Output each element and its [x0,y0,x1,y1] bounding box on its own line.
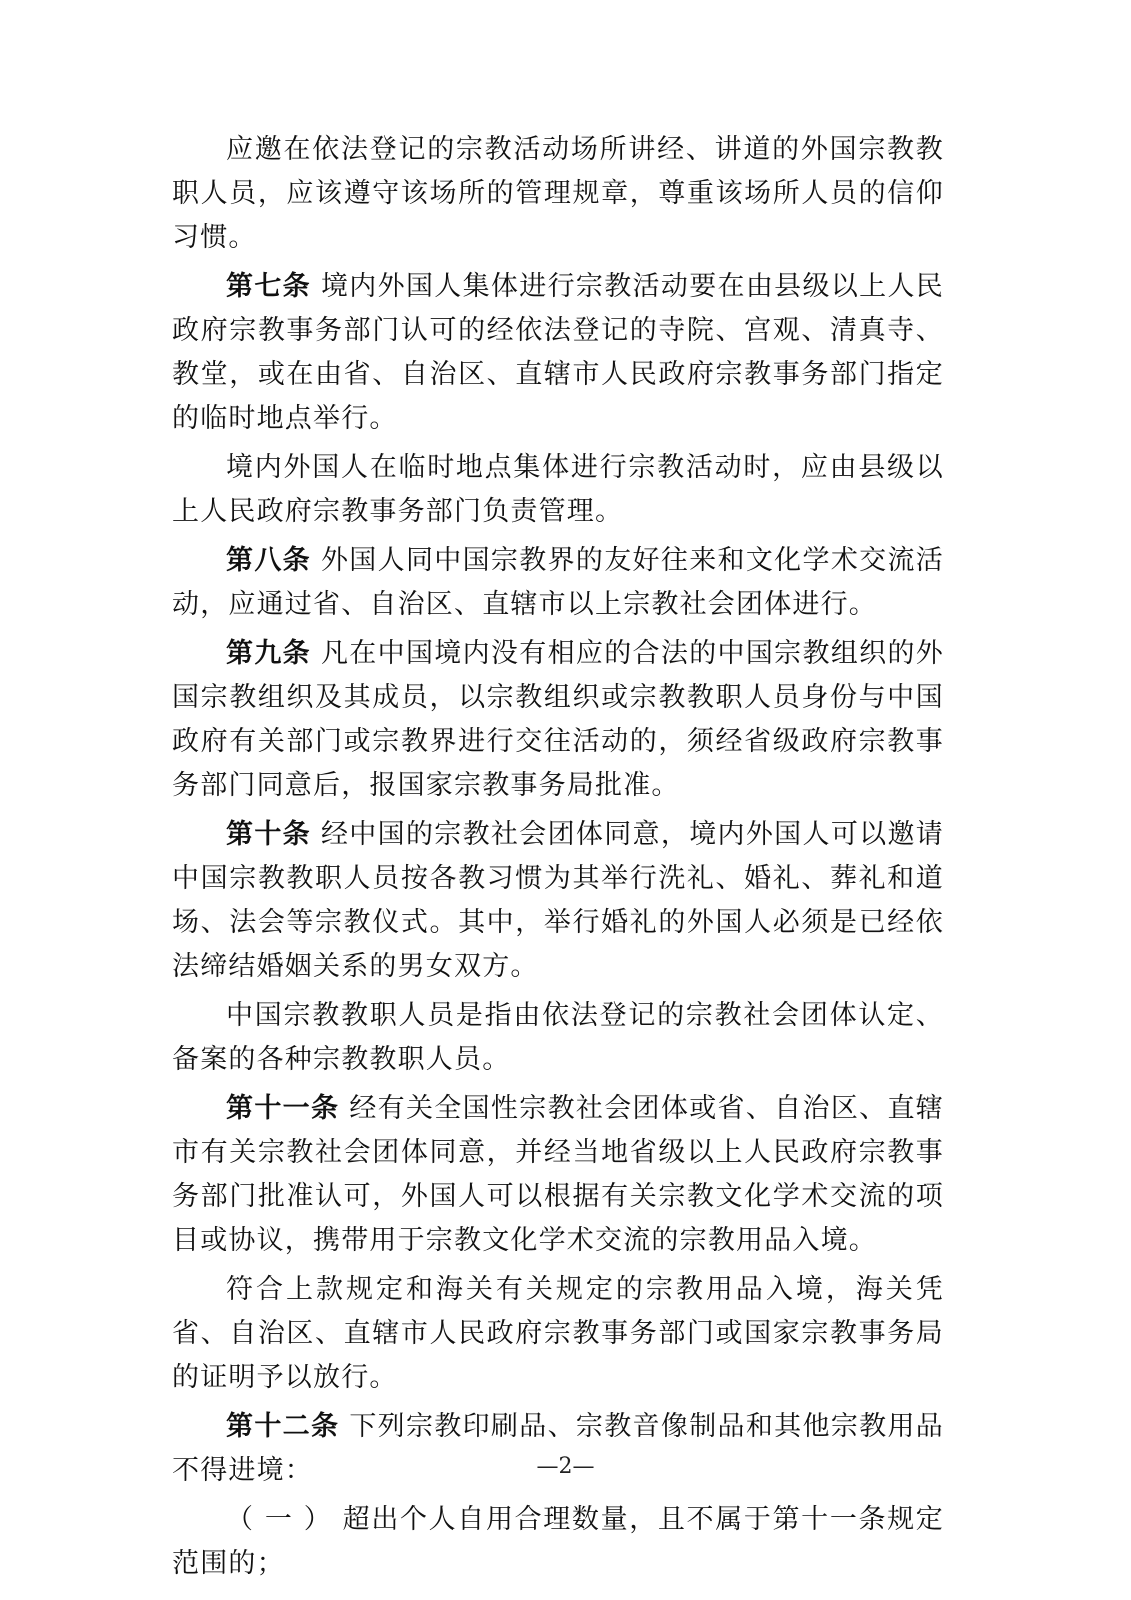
paragraph-text: 下列宗教印刷品、宗教音像制品和其他宗教用品不得进境： [172,1411,944,1486]
paragraph-text: 中国宗教教职人员是指由依法登记的宗教社会团体认定、备案的各种宗教教职人员。 [172,1000,944,1075]
article-title: 第十条 [226,819,311,850]
paragraph [172,265,944,441]
paragraph-text: 境内外国人在临时地点集体进行宗教活动时，应由县级以上人民政府宗教事务部门负责管理。 [172,452,944,527]
paragraph-text: 经中国的宗教社会团体同意，境内外国人可以邀请中国宗教教职人员按各教习惯为其举行洗礼、婚礼、葬礼和道场、法会等宗教仪式。其中，举行婚礼的外国人必须是已经依法缔结婚姻关系的男女双方。 [172,819,944,982]
paragraph [172,446,944,534]
article-title: 第十二条 [226,1411,340,1442]
paragraph [172,994,944,1082]
paragraph [172,813,944,989]
paragraph-text: （ 一 ） 超出个人自用合理数量，且不属于第十一条规定范围的； [172,1504,944,1579]
paragraph [172,1405,944,1493]
paragraph-text: 境内外国人集体进行宗教活动要在由县级以上人民政府宗教事务部门认可的经依法登记的寺院、宫观、清真寺、教堂，或在由省、自治区、直辖市人民政府宗教事务部门指定的临时地点举行。 [172,271,944,434]
paragraph [172,1087,944,1263]
paragraph [172,632,944,808]
paragraph-text: 外国人同中国宗教界的友好往来和文化学术交流活动，应通过省、自治区、直辖市以上宗教社会团体进行。 [172,545,944,620]
article-title: 第十一条 [226,1093,340,1124]
paragraph [172,128,944,260]
paragraph-text: 凡在中国境内没有相应的合法的中国宗教组织的外国宗教组织及其成员，以宗教组织或宗教教职人员身份与中国政府有关部门或宗教界进行交往活动的，须经省级政府宗教事务部门同意后，报国家宗教事务局批准。 [172,638,944,801]
paragraph [172,539,944,627]
article-title: 第九条 [226,638,311,669]
article-title: 第七条 [226,271,311,302]
list-item [172,1498,944,1586]
paragraph [172,1268,944,1400]
paragraph-text: 符合上款规定和海关有关规定的宗教用品入境，海关凭省、自治区、直辖市人民政府宗教事务部门或国家宗教事务局的证明予以放行。 [172,1274,944,1393]
article-title: 第八条 [226,545,311,576]
paragraph-text: 经有关全国性宗教社会团体或省、自治区、直辖市有关宗教社会团体同意，并经当地省级以上人民政府宗教事务部门批准认可，外国人可以根据有关宗教文化学术交流的项目或协议，携带用于宗教文化学术交流的宗教用品入境。 [172,1093,944,1256]
paragraph-text: 应邀在依法登记的宗教活动场所讲经、讲道的外国宗教教职人员，应该遵守该场所的管理规章，尊重该场所人员的信仰习惯。 [172,134,944,253]
document-body [172,128,944,1591]
page-number: —2— [536,1454,595,1479]
